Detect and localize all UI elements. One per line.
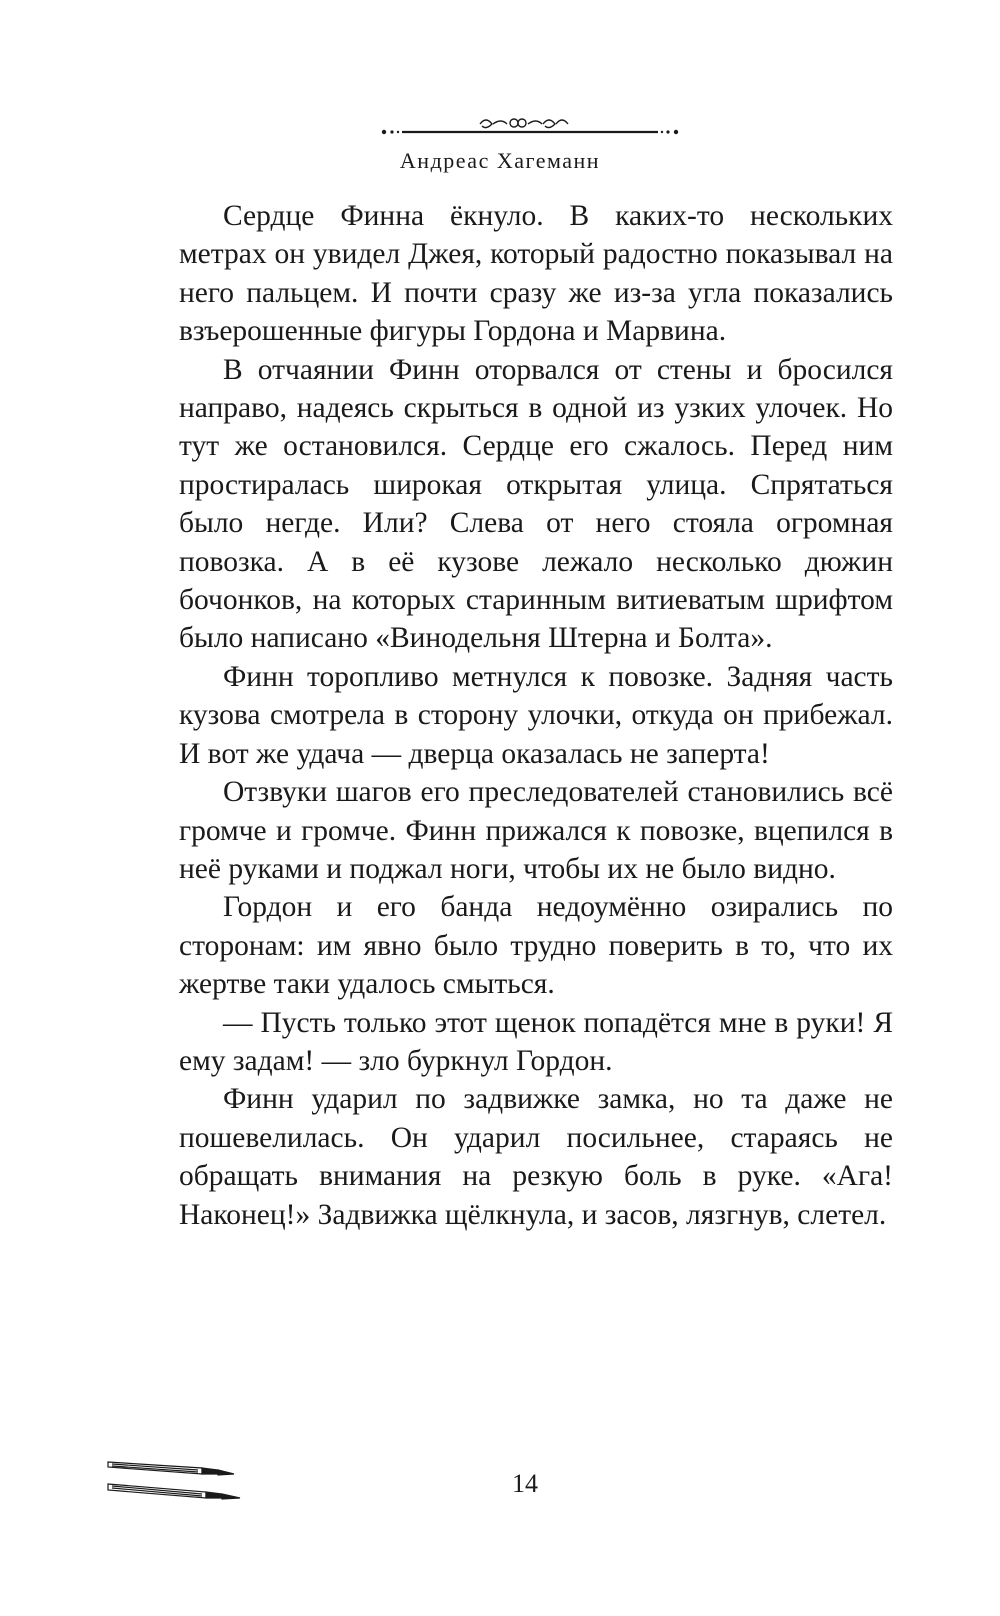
paragraph: Гордон и его банда недоумённо озирались по сторонам: им явно было трудно поверить в то, что их жертве таки удалось смыться. <box>179 891 893 1001</box>
paragraph: Сердце Финна ёкнуло. В каких-то нескольких метрах он увидел Джея, который радостно показывал на него пальцем. И почти сразу же из-за угла показались взъерошенные фигуры Гордона и Марвина. <box>179 200 893 348</box>
paragraph: Финн ударил по задвижке замка, но та даже не пошевелилась. Он ударил посильнее, стараясь не обращать внимания на резкую боль в руке. «Ага! Наконец!» Задвижка щёлкнула, и засов, лязгнув, слетел. <box>179 1083 893 1231</box>
body-text <box>179 197 893 1234</box>
running-head: Андреас Хагеманн <box>399 148 601 173</box>
paragraph: Отзвуки шагов его преследователей становились всё громче и громче. Финн прижался к повозке, вцепился в неё руками и поджал ноги, чтобы их не было видно. <box>179 776 893 885</box>
paragraph: — Пусть только этот щенок попадётся мне в руки! Я ему задам! — зло буркнул Гордон. <box>179 1006 893 1077</box>
paragraph: Финн торопливо метнулся к повозке. Задняя часть кузова смотрела в сторону улочки, откуда он прибежал. И вот же удача — дверца оказалась не заперта! <box>179 660 893 770</box>
page-number: 14 <box>512 1469 538 1498</box>
paragraph: В отчаянии Финн оторвался от стены и бросился направо, надеясь скрыться в одной из узких улочек. Но тут же остановился. Сердце его сжалось. Перед ним простиралась широкая открытая улица. Спрятаться было негде. Или? Слева от него стояла огромная повозка. А в её кузове лежало несколько дюжин бочонков, на которых старинным витиеватым шрифтом было написано «Винодельня Штерна и Болта». <box>179 353 893 655</box>
flourish-ornament-icon <box>380 112 680 146</box>
